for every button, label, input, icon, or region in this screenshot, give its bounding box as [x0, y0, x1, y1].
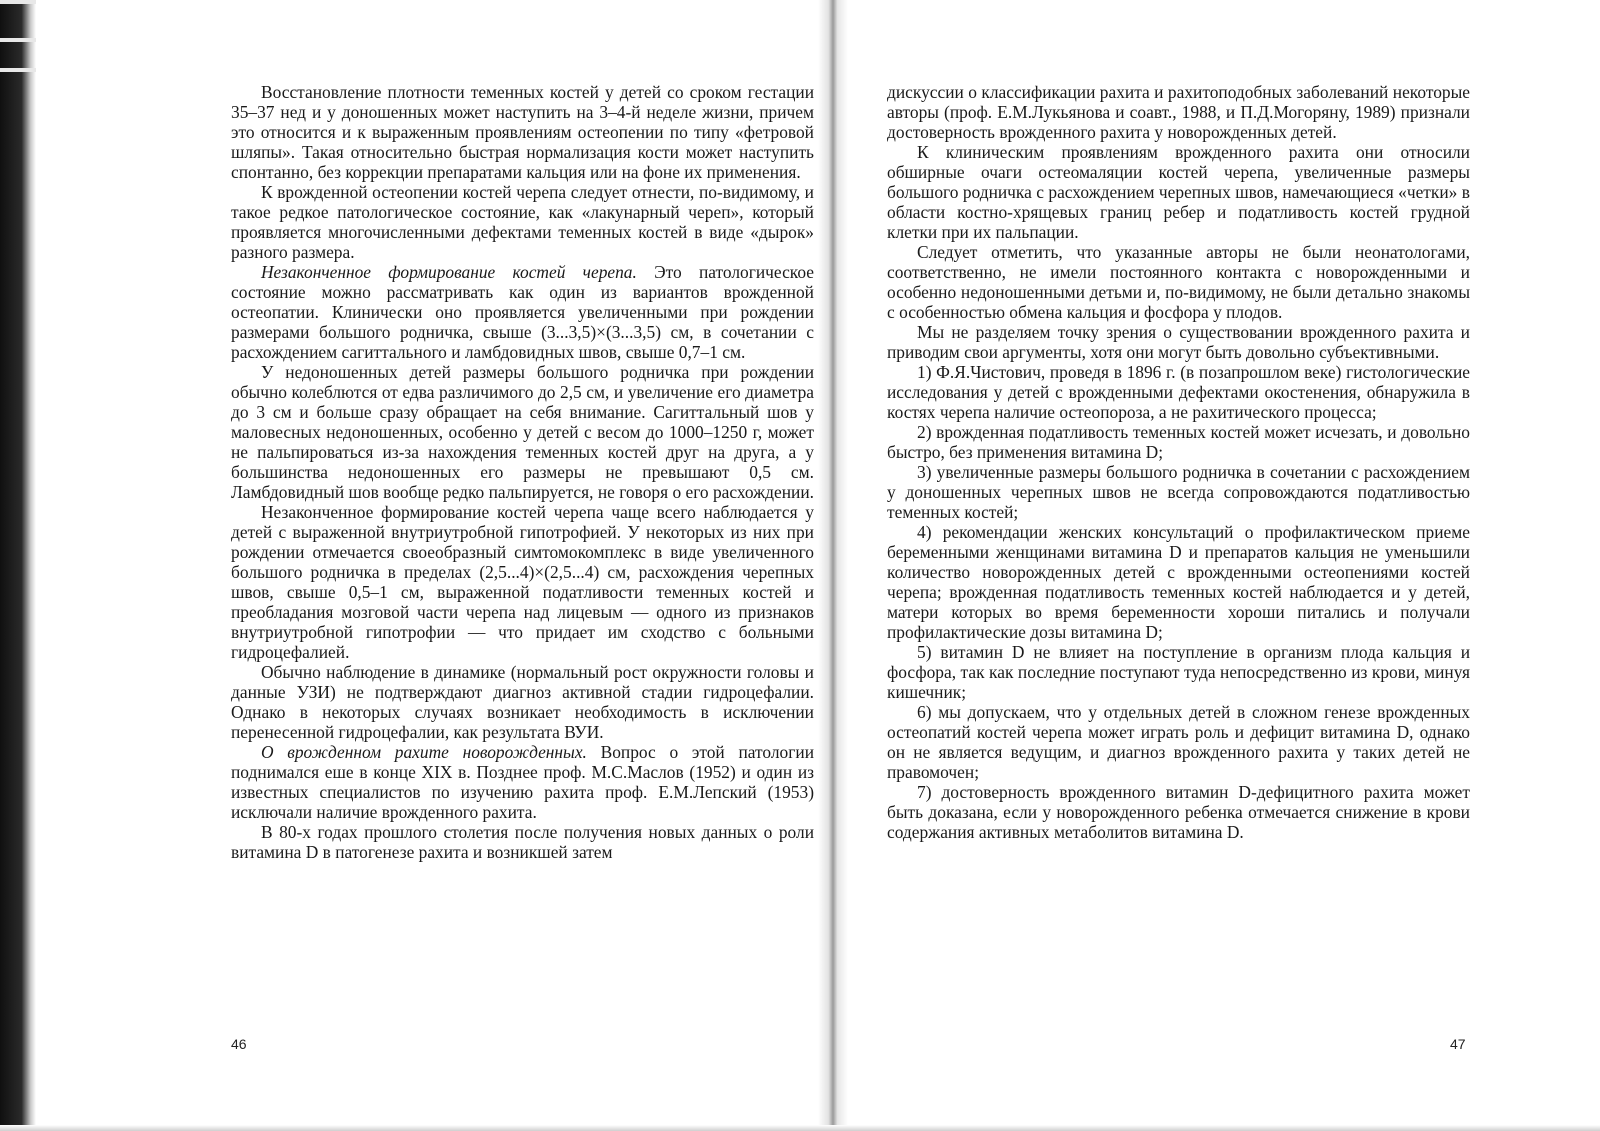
list-item-text: 7) достоверность врожденного витамин D-дефицитного рахита может быть доказана, если у новорожденного ребенка отмечается снижение в крови содержания активных метаболитов витамина D.	[887, 782, 1470, 842]
paragraph	[887, 242, 1470, 322]
list-item-text: 1) Ф.Я.Чистович, проведя в 1896 г. (в позапрошлом веке) гистологические исследования у детей с врожденными дефектами окостенения, обнаружила в костях черепа наличие остеопороза, а не рахитического процесса;	[887, 362, 1470, 422]
left-page-text	[231, 82, 814, 862]
list-item-text: 5) витамин D не влияет на поступление в организм плода кальция и фосфора, так как последние поступают туда непосредственно из крови, минуя кишечник;	[887, 642, 1470, 702]
list-item-text: 6) мы допускаем, что у отдельных детей в сложном генезе врожденных остеопатий костей черепа может играть роль и дефицит витамина D, однако он не является ведущим, и диагноз врожденного рахита у таких детей не правомочен;	[887, 702, 1470, 782]
edge-notch	[0, 68, 36, 72]
paragraph-text: К клиническим проявлениям врожденного рахита они относили обширные очаги остеомаляции костей черепа, увеличенные размеры большого родничка с расхождением черепных швов, намечающиеся «четки» в области костно-хрящевых границ ребер и податливость костей грудной клетки при их пальпации.	[887, 142, 1470, 242]
paragraph-text: Это патологическое состояние можно рассматривать как один из вариантов врожденной остеопатии. Клинически оно проявляется увеличенными при рождении размерами большого родничка, свыше (3...3,5)×(3...3,5) см, в сочетании с расхождением сагиттального и ламбдовидных швов, свыше 0,7–1 см.	[231, 262, 814, 362]
list-item	[887, 522, 1470, 642]
paragraph	[887, 82, 1470, 142]
paragraph	[231, 362, 814, 502]
section-heading-italic: О врожденном рахите новорожденных.	[261, 742, 587, 762]
paragraph	[887, 142, 1470, 242]
list-item	[887, 362, 1470, 422]
book-edge-left	[0, 0, 36, 1131]
paragraph	[231, 662, 814, 742]
right-page-text	[887, 82, 1470, 842]
list-item	[887, 702, 1470, 782]
list-item	[887, 642, 1470, 702]
paragraph	[231, 822, 814, 862]
page-number-left: 46	[231, 1036, 247, 1052]
paragraph	[231, 742, 814, 822]
paragraph-text: Незаконченное формирование костей черепа чаще всего наблюдается у детей с выраженной внутриутробной гипотрофией. У некоторых из них при рождении отмечается своеобразный симтомокомплекс в виде увеличенного большого родничка в пределах (2,5...4)×(2,5...4) см, расхождения черепных швов, свыше 0,5–1 см, выраженной податливости теменных костей и преобладания мозговой части черепа над лицевым — одного из признаков внутриутробной гипотрофии — что придает им сходство с больными гидроцефалией.	[231, 502, 814, 662]
edge-notch	[0, 38, 36, 42]
paragraph-text: Восстановление плотности теменных костей у детей со сроком гестации 35–37 нед и у доношенных может наступить на 3–4-й неделе жизни, причем это относится и к выраженным проявлениям остеопении по типу «фетровой шляпы». Такая относительно быстрая нормализация кости может наступить спонтанно, без коррекции препаратами кальция или на фоне их применения.	[231, 82, 814, 182]
list-item-text: 2) врожденная податливость теменных костей может исчезать, и довольно быстро, без применения витамина D;	[887, 422, 1470, 462]
paragraph-text: дискуссии о классификации рахита и рахитоподобных заболеваний некоторые авторы (проф. Е.М.Лукьянова и соавт., 1988, и П.Д.Могоряну, 1989) признали достоверность врожденного рахита у новорожденных детей.	[887, 82, 1470, 142]
list-item-text: 4) рекомендации женских консультаций о профилактическом приеме беременными женщинами витамина D и препаратов кальция не уменьшили количество новорожденных детей с врожденными остеопениями костей черепа; врожденная податливость теменных костей наблюдается и у детей, матери которых во время беременности хороши питались и получали профилактические дозы витамина D;	[887, 522, 1470, 642]
list-item	[887, 422, 1470, 462]
paragraph	[231, 182, 814, 262]
paragraph	[231, 82, 814, 182]
paragraph-text: Обычно наблюдение в динамике (нормальный рост окружности головы и данные УЗИ) не подтверждают диагноз активной стадии гидроцефалии. Однако в некоторых случаях возникает необходимость в исключении перенесенной гидроцефалии, как результата ВУИ.	[231, 662, 814, 742]
paragraph-text: Мы не разделяем точку зрения о существовании врожденного рахита и приводим свои аргументы, хотя они могут быть довольно субъективными.	[887, 322, 1470, 362]
paragraph	[887, 322, 1470, 362]
page-number-right: 47	[1450, 1036, 1466, 1052]
paragraph	[231, 262, 814, 362]
paragraph-text: Следует отметить, что указанные авторы не были неонатологами, соответственно, не имели постоянного контакта с новорожденными и особенно недоношенными детьми и, по-видимому, не были детально знакомы с особенностью обмена кальция и фосфора у плодов.	[887, 242, 1470, 322]
paragraph-text: К врожденной остеопении костей черепа следует отнести, по-видимому, и такое редкое патологическое состояние, как «лакунарный череп», который проявляется многочисленными дефектами теменных костей в виде «дырок» разного размера.	[231, 182, 814, 262]
list-item	[887, 462, 1470, 522]
paragraph-text: Вопрос о этой патологии поднимался еше в конце XIX в. Позднее проф. М.С.Маслов (1952) и один из известных специалистов по изучению рахита проф. Е.М.Лепский (1953) исключали наличие врожденного рахита.	[231, 742, 814, 822]
paragraph	[231, 502, 814, 662]
paragraph-text: У недоношенных детей размеры большого родничка при рождении обычно колеблются от едва различимого до 2,5 см, и увеличение его диаметра до 3 см и больше сразу обращает на себя внимание. Сагиттальный шов у маловесных недоношенных, особенно у детей с весом до 1000–1250 г, может не пальпироваться из-за нахождения теменных костей друг на друга, а у большинства недоношенных его размеры не превышают 0,5 см. Ламбдовидный шов вообще редко пальпируется, не говоря о его расхождении.	[231, 362, 814, 502]
list-item	[887, 782, 1470, 842]
edge-notch	[0, 0, 36, 4]
book-edge-bottom	[0, 1125, 1600, 1131]
list-item-text: 3) увеличенные размеры большого родничка в сочетании с расхождением у доношенных черепных швов не всегда сопровождаются податливостью теменных костей;	[887, 462, 1470, 522]
book-gutter	[818, 0, 848, 1131]
section-heading-italic: Незаконченное формирование костей черепа.	[261, 262, 637, 282]
paragraph-text: В 80-х годах прошлого столетия после получения новых данных о роли витамина D в патогенезе рахита и возникшей затем	[231, 822, 814, 862]
